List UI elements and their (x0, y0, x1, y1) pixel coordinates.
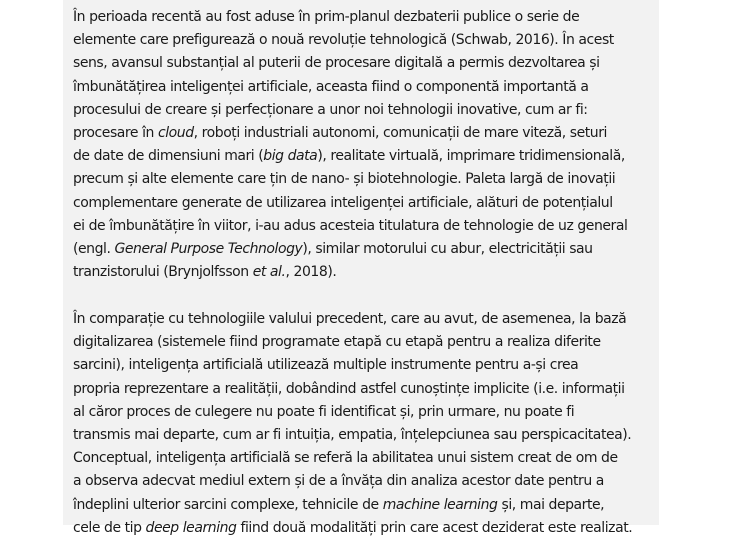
text-line: complementare generate de utilizarea inteligenței artificiale, alături de potențialul (73, 194, 613, 211)
text-line: transmis mai departe, cum ar fi intuiția, empatia, înțelepciunea sau perspicacitatea). (73, 426, 632, 443)
text-line: ei de îmbunătățire în viitor, i-au adus acesteia titulatura de tehnologie de uz general (73, 217, 628, 234)
italic-term: cloud (157, 124, 194, 141)
text-line: îndeplini ulterior sarcini complexe, tehnicile de machine learning și, mai departe, (73, 496, 605, 513)
text-line: În perioada recentă au fost aduse în prim-planul dezbaterii publice o serie de (73, 9, 580, 25)
paragraph-1 (73, 6, 655, 284)
text-line: procesului de creare și perfecționare a unor noi tehnologii inovative, cum ar fi: (73, 101, 588, 118)
text-line: îmbunătățirea inteligenței artificiale, aceasta fiind o componentă importantă a (73, 78, 589, 95)
text-line: procesare în cloud, roboți industriali autonomi, comunicații de mare viteză, seturi (73, 124, 607, 141)
text-line: sarcini), inteligența artificială utilizează multiple instrumente pentru a-și crea (73, 357, 579, 374)
text-line: propria reprezentare a realității, dobândind astfel cunoștințe implicite (i.e. informații (73, 380, 625, 397)
text-line: (engl. General Purpose Technology), similar motorului cu abur, electricității sau (73, 240, 593, 257)
italic-term: machine learning (382, 496, 498, 513)
text-block (63, 0, 659, 536)
text-line: precum și alte elemente care țin de nano- și biotehnologie. Paleta largă de inovații (73, 171, 616, 188)
text-line: al căror proces de culegere nu poate fi identificat și, prin urmare, nu poate fi (73, 403, 575, 420)
italic-term: General Purpose Technology (114, 240, 303, 257)
text-line: digitalizarea (sistemele fiind programate etapă cu etapă pentru a realiza diferite (73, 334, 601, 351)
text-line: Conceptual, inteligența artificială se referă la abilitatea unui sistem creat de om de (73, 450, 618, 467)
text-line: cele de tip deep learning fiind două modalități prin care acest deziderat este realizat. (73, 519, 633, 536)
text-line: tranzistorului (Brynjolfsson et al., 2018). (73, 264, 337, 281)
italic-term: et al. (252, 264, 286, 281)
text-line: sens, avansul substanțial al puterii de procesare digitală a permis dezvoltarea și (73, 55, 600, 72)
text-line: a observa adecvat mediul extern și de a învăța din analiza acestor date pentru a (73, 473, 604, 490)
text-line: de date de dimensiuni mari (big data), realitate virtuală, imprimare tridimensională, (73, 148, 625, 165)
paragraph-2 (73, 308, 655, 540)
text-line: elemente care prefigurează o nouă revoluție tehnologică (Schwab, 2016). În acest (73, 32, 614, 49)
text-line: În comparație cu tehnologiile valului precedent, care au avut, de asemenea, la bază (73, 311, 627, 327)
italic-term: deep learning (145, 519, 237, 536)
italic-term: big data (263, 148, 318, 165)
